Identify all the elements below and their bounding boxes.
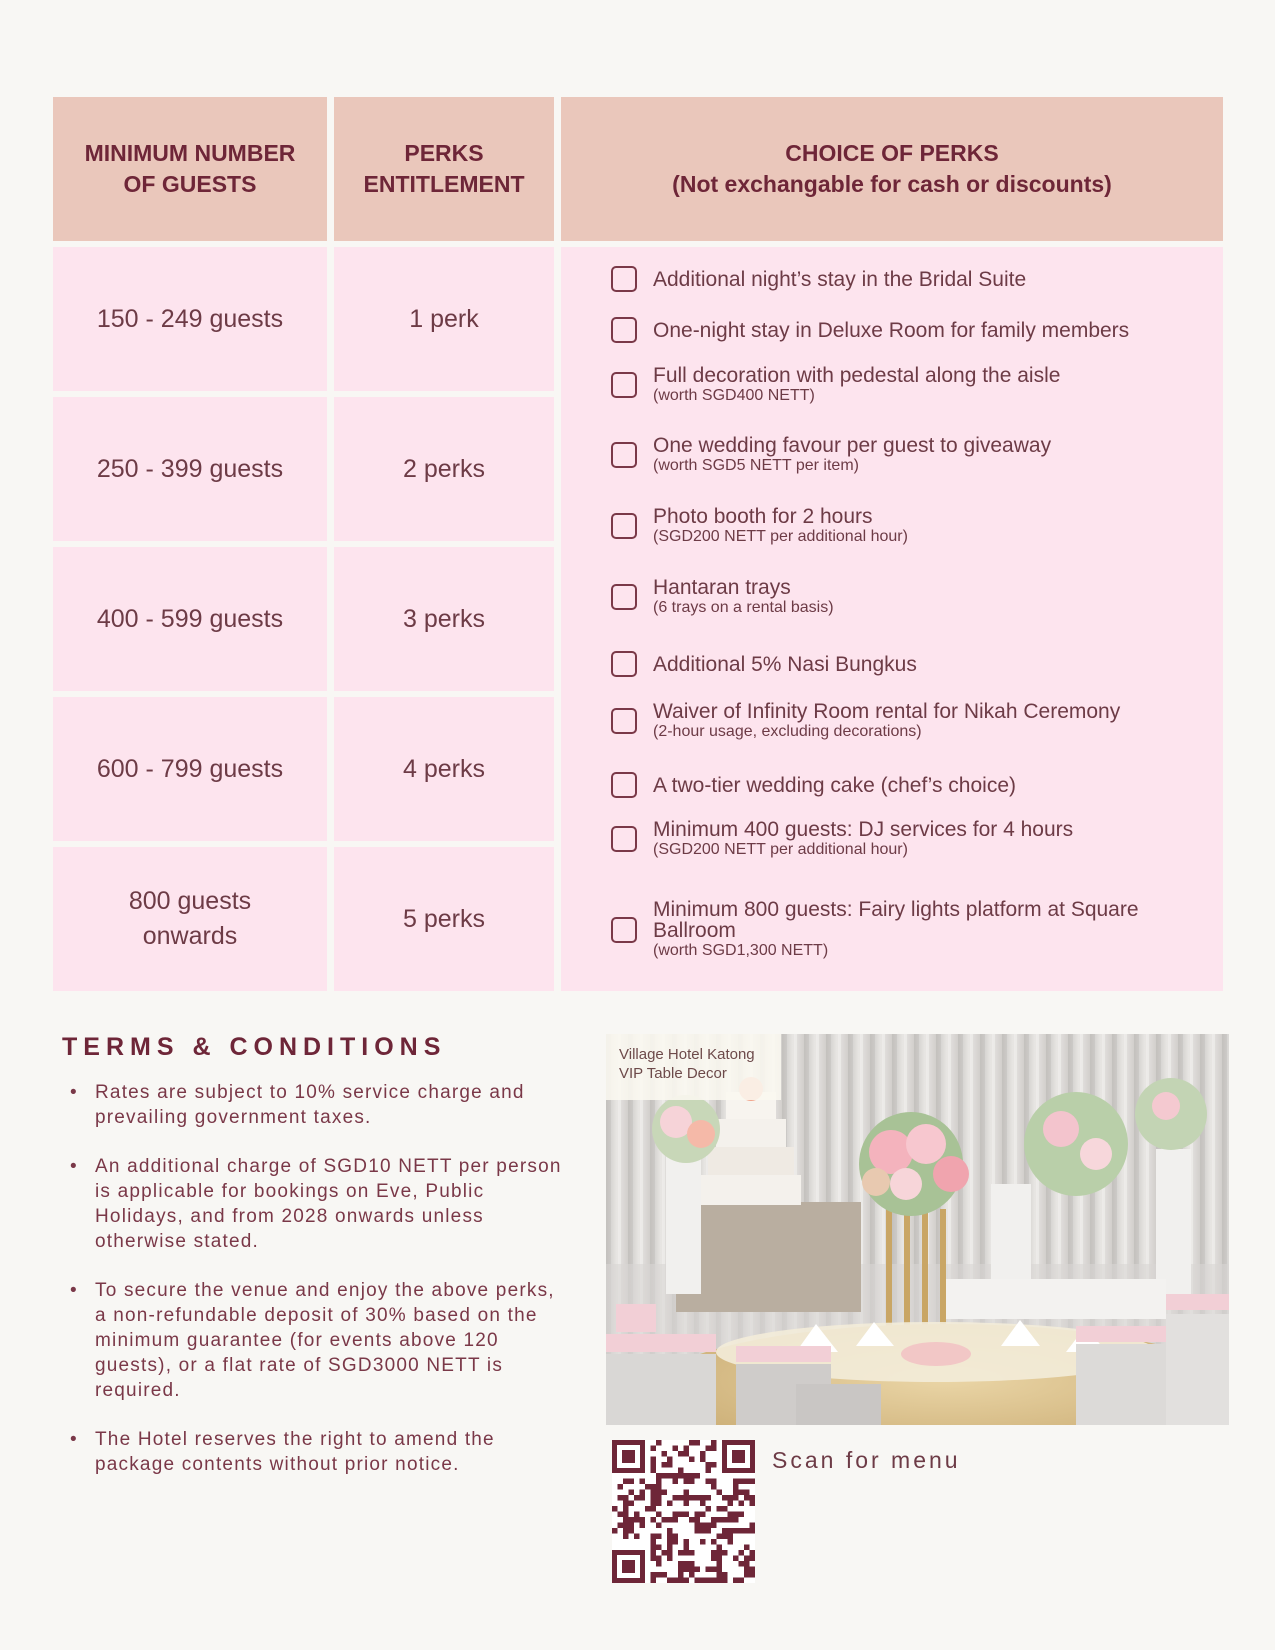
terms-item: • An additional charge of SGD10 NETT per person is applicable for bookings on Eve, Public Holidays, and from 2028 onwards unless otherwise stated. [70, 1154, 570, 1254]
qr-code-icon[interactable] [612, 1440, 755, 1583]
perks-checklist [561, 247, 1223, 991]
perk-text [653, 654, 917, 675]
perk-note: (SGD200 NETT per additional hour) [653, 841, 908, 858]
checkbox[interactable] [611, 266, 637, 292]
perk-item[interactable] [611, 819, 1211, 859]
perk-note: (2-hour usage, excluding decorations) [653, 723, 922, 740]
header-choice-line1: CHOICE OF PERKS [785, 140, 999, 166]
perk-text [653, 775, 1016, 796]
guests-value: 250 - 399 guests [96, 454, 284, 483]
perk-label: Minimum 800 guests: Fairy lights platform at Square Ballroom [653, 898, 1139, 942]
perk-text [653, 701, 1120, 741]
header-choice-of-perks [561, 97, 1223, 241]
checkbox[interactable] [611, 917, 637, 943]
guests-value: 800 guests onwards [128, 887, 252, 950]
header-entitlement-line2: ENTITLEMENT [363, 171, 525, 197]
perk-note: (worth SGD1,300 NETT) [653, 942, 829, 959]
checkbox[interactable] [611, 372, 637, 398]
terms-list [70, 1080, 570, 1501]
checkbox[interactable] [611, 584, 637, 610]
terms-title: TERMS & CONDITIONS [62, 1033, 447, 1061]
header-choice-line2: (Not exchangable for cash or discounts) [672, 171, 1112, 197]
checkbox[interactable] [611, 317, 637, 343]
scan-for-menu-label: Scan for menu [772, 1447, 961, 1473]
perks-cell-row-4 [334, 697, 554, 841]
perk-text [653, 506, 908, 546]
guests-cell-row-4 [53, 697, 327, 841]
terms-item: • Rates are subject to 10% service charge and prevailing government taxes. [70, 1080, 570, 1130]
perk-label: A two-tier wedding cake (chef’s choice) [653, 773, 1016, 797]
perk-note: (worth SGD5 NETT per item) [653, 457, 859, 474]
perk-label: Hantaran trays [653, 576, 791, 599]
perk-item[interactable] [611, 506, 1211, 546]
perks-value: 1 perk [409, 304, 479, 333]
perk-item[interactable] [611, 266, 1211, 292]
header-min-guests-line2: OF GUESTS [123, 171, 257, 197]
perk-item[interactable] [611, 317, 1211, 343]
terms-item: • To secure the venue and enjoy the above perks, a non-refundable deposit of 30% based on the minimum guarantee (for events above 120 guests), or a flat rate of SGD3000 NETT is required. [70, 1278, 570, 1403]
perks-cell-row-3 [334, 547, 554, 691]
perk-text [653, 269, 1026, 290]
perk-label: Minimum 400 guests: DJ services for 4 hours [653, 818, 1074, 841]
photo-caption [606, 1034, 781, 1100]
perks-value: 2 perks [403, 454, 485, 483]
guests-cell-row-2 [53, 397, 327, 541]
caption-line2: VIP Table Decor [619, 1065, 727, 1082]
perk-item[interactable] [611, 577, 1211, 617]
perk-item[interactable] [611, 651, 1211, 677]
perk-item[interactable] [611, 701, 1211, 741]
perk-label: Additional night’s stay in the Bridal Suite [653, 267, 1027, 291]
perk-label: Waiver of Infinity Room rental for Nikah Ceremony [653, 700, 1121, 723]
checkbox[interactable] [611, 442, 637, 468]
perk-item[interactable] [611, 772, 1211, 798]
checkbox[interactable] [611, 708, 637, 734]
perk-text [653, 819, 1073, 859]
perk-label: Full decoration with pedestal along the aisle [653, 364, 1061, 387]
perk-text [653, 435, 1051, 475]
header-min-guests [53, 97, 327, 241]
perks-value: 3 perks [403, 604, 485, 633]
perk-text [653, 577, 834, 617]
header-entitlement-line1: PERKS [404, 140, 484, 166]
venue-photo [606, 1034, 1229, 1425]
perk-text [653, 320, 1129, 341]
checkbox[interactable] [611, 513, 637, 539]
perk-note: (SGD200 NETT per additional hour) [653, 528, 908, 545]
perk-item[interactable] [611, 435, 1211, 475]
perks-cell-row-1 [334, 247, 554, 391]
checkbox[interactable] [611, 826, 637, 852]
guests-value: 600 - 799 guests [96, 754, 284, 783]
caption-line1: Village Hotel Katong [619, 1046, 755, 1063]
perks-value: 4 perks [403, 754, 485, 783]
perk-note: (6 trays on a rental basis) [653, 599, 834, 616]
perk-label: One-night stay in Deluxe Room for family members [653, 318, 1130, 342]
perk-text [653, 899, 1143, 960]
header-perks-entitlement [334, 97, 554, 241]
guests-cell-row-3 [53, 547, 327, 691]
perk-label: Photo booth for 2 hours [653, 505, 873, 528]
perks-cell-row-5 [334, 847, 554, 991]
perks-cell-row-2 [334, 397, 554, 541]
perk-item[interactable] [611, 365, 1211, 405]
checkbox[interactable] [611, 651, 637, 677]
perk-note: (worth SGD400 NETT) [653, 387, 815, 404]
guests-value: 400 - 599 guests [96, 604, 284, 633]
perk-label: One wedding favour per guest to giveaway [653, 434, 1052, 457]
terms-item: • The Hotel reserves the right to amend the package contents without prior notice. [70, 1427, 570, 1477]
perk-text [653, 365, 1060, 405]
perk-label: Additional 5% Nasi Bungkus [653, 652, 917, 676]
perk-item[interactable] [611, 899, 1211, 960]
guests-value: 150 - 249 guests [96, 304, 284, 333]
guests-cell-row-1 [53, 247, 327, 391]
guests-cell-row-5 [53, 847, 327, 991]
checkbox[interactable] [611, 772, 637, 798]
header-min-guests-line1: MINIMUM NUMBER [84, 140, 296, 166]
perks-value: 5 perks [403, 904, 485, 933]
